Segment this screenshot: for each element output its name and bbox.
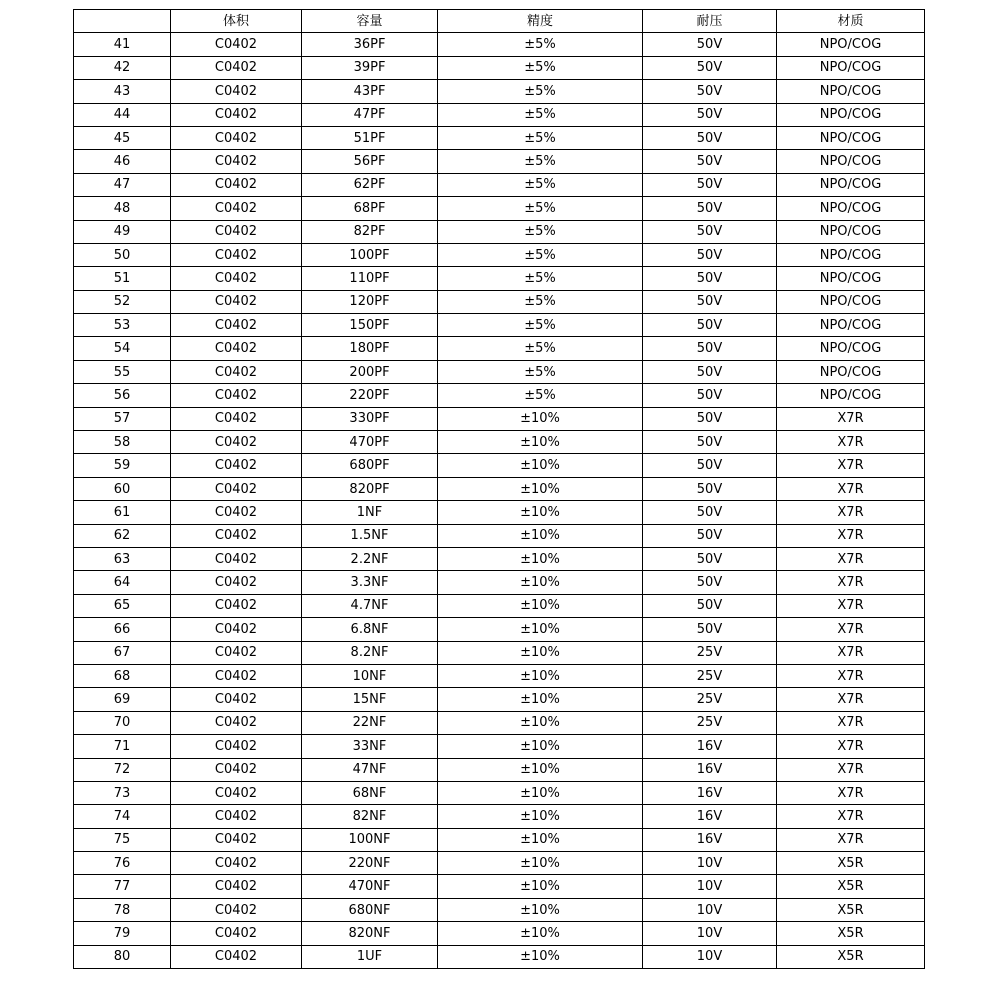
table-row <box>74 337 925 360</box>
cell-tolerance: ±5% <box>438 267 643 290</box>
cell-voltage-rating: 25V <box>643 711 777 734</box>
cell-capacitance: 820NF <box>302 922 438 945</box>
cell-index: 70 <box>74 711 171 734</box>
cell-capacitance: 36PF <box>302 33 438 56</box>
cell-dielectric: X7R <box>777 618 925 641</box>
cell-tolerance: ±10% <box>438 547 643 570</box>
cell-voltage-rating: 50V <box>643 126 777 149</box>
cell-dielectric: X7R <box>777 735 925 758</box>
cell-package-size: C0402 <box>171 571 302 594</box>
cell-index: 62 <box>74 524 171 547</box>
cell-package-size: C0402 <box>171 922 302 945</box>
cell-package-size: C0402 <box>171 56 302 79</box>
cell-dielectric: NPO/COG <box>777 243 925 266</box>
cell-tolerance: ±5% <box>438 314 643 337</box>
cell-package-size: C0402 <box>171 618 302 641</box>
cell-index: 64 <box>74 571 171 594</box>
cell-tolerance: ±5% <box>438 337 643 360</box>
cell-voltage-rating: 50V <box>643 80 777 103</box>
cell-package-size: C0402 <box>171 828 302 851</box>
cell-index: 72 <box>74 758 171 781</box>
cell-voltage-rating: 50V <box>643 267 777 290</box>
cell-tolerance: ±5% <box>438 173 643 196</box>
cell-voltage-rating: 50V <box>643 243 777 266</box>
cell-tolerance: ±5% <box>438 220 643 243</box>
cell-capacitance: 43PF <box>302 80 438 103</box>
cell-capacitance: 220PF <box>302 384 438 407</box>
cell-dielectric: X7R <box>777 431 925 454</box>
cell-tolerance: ±5% <box>438 290 643 313</box>
cell-tolerance: ±10% <box>438 594 643 617</box>
cell-index: 69 <box>74 688 171 711</box>
cell-package-size: C0402 <box>171 197 302 220</box>
cell-dielectric: X5R <box>777 898 925 921</box>
table-row <box>74 711 925 734</box>
cell-package-size: C0402 <box>171 945 302 968</box>
cell-voltage-rating: 50V <box>643 56 777 79</box>
table-header <box>74 10 925 33</box>
cell-voltage-rating: 50V <box>643 618 777 641</box>
cell-package-size: C0402 <box>171 735 302 758</box>
cell-tolerance: ±10% <box>438 828 643 851</box>
table-row <box>74 220 925 243</box>
cell-voltage-rating: 50V <box>643 337 777 360</box>
cell-tolerance: ±5% <box>438 384 643 407</box>
cell-index: 51 <box>74 267 171 290</box>
cell-tolerance: ±10% <box>438 898 643 921</box>
cell-tolerance: ±5% <box>438 126 643 149</box>
cell-dielectric: X7R <box>777 501 925 524</box>
cell-voltage-rating: 10V <box>643 922 777 945</box>
table-row <box>74 384 925 407</box>
table-row <box>74 477 925 500</box>
cell-index: 43 <box>74 80 171 103</box>
table-row <box>74 781 925 804</box>
table-row <box>74 875 925 898</box>
cell-voltage-rating: 16V <box>643 758 777 781</box>
cell-voltage-rating: 50V <box>643 454 777 477</box>
cell-dielectric: X7R <box>777 688 925 711</box>
cell-package-size: C0402 <box>171 758 302 781</box>
cell-index: 63 <box>74 547 171 570</box>
cell-package-size: C0402 <box>171 407 302 430</box>
cell-index: 55 <box>74 360 171 383</box>
cell-index: 60 <box>74 477 171 500</box>
cell-capacitance: 4.7NF <box>302 594 438 617</box>
cell-dielectric: X5R <box>777 852 925 875</box>
cell-index: 80 <box>74 945 171 968</box>
cell-index: 75 <box>74 828 171 851</box>
table-row <box>74 571 925 594</box>
cell-capacitance: 120PF <box>302 290 438 313</box>
cell-tolerance: ±10% <box>438 477 643 500</box>
cell-index: 46 <box>74 150 171 173</box>
cell-package-size: C0402 <box>171 173 302 196</box>
cell-tolerance: ±10% <box>438 758 643 781</box>
cell-tolerance: ±10% <box>438 664 643 687</box>
cell-package-size: C0402 <box>171 664 302 687</box>
cell-voltage-rating: 25V <box>643 688 777 711</box>
cell-dielectric: NPO/COG <box>777 360 925 383</box>
cell-index: 65 <box>74 594 171 617</box>
cell-index: 73 <box>74 781 171 804</box>
cell-package-size: C0402 <box>171 33 302 56</box>
cell-dielectric: X7R <box>777 407 925 430</box>
cell-voltage-rating: 50V <box>643 594 777 617</box>
table-row <box>74 197 925 220</box>
cell-capacitance: 200PF <box>302 360 438 383</box>
cell-capacitance: 47PF <box>302 103 438 126</box>
cell-package-size: C0402 <box>171 80 302 103</box>
cell-dielectric: NPO/COG <box>777 56 925 79</box>
cell-tolerance: ±5% <box>438 80 643 103</box>
cell-capacitance: 56PF <box>302 150 438 173</box>
cell-voltage-rating: 10V <box>643 945 777 968</box>
cell-capacitance: 33NF <box>302 735 438 758</box>
cell-index: 54 <box>74 337 171 360</box>
cell-capacitance: 470PF <box>302 431 438 454</box>
cell-package-size: C0402 <box>171 781 302 804</box>
cell-voltage-rating: 10V <box>643 898 777 921</box>
table-row <box>74 735 925 758</box>
cell-capacitance: 180PF <box>302 337 438 360</box>
cell-dielectric: NPO/COG <box>777 197 925 220</box>
cell-tolerance: ±5% <box>438 360 643 383</box>
cell-capacitance: 330PF <box>302 407 438 430</box>
cell-tolerance: ±10% <box>438 711 643 734</box>
table-row <box>74 547 925 570</box>
cell-package-size: C0402 <box>171 501 302 524</box>
cell-dielectric: X7R <box>777 828 925 851</box>
cell-dielectric: X5R <box>777 875 925 898</box>
cell-tolerance: ±10% <box>438 875 643 898</box>
cell-index: 41 <box>74 33 171 56</box>
cell-tolerance: ±5% <box>438 243 643 266</box>
cell-index: 71 <box>74 735 171 758</box>
cell-capacitance: 3.3NF <box>302 571 438 594</box>
cell-capacitance: 51PF <box>302 126 438 149</box>
cell-dielectric: X7R <box>777 641 925 664</box>
cell-capacitance: 100PF <box>302 243 438 266</box>
cell-capacitance: 62PF <box>302 173 438 196</box>
cell-tolerance: ±10% <box>438 407 643 430</box>
cell-dielectric: NPO/COG <box>777 220 925 243</box>
table-row <box>74 33 925 56</box>
cell-capacitance: 82NF <box>302 805 438 828</box>
cell-capacitance: 680PF <box>302 454 438 477</box>
cell-capacitance: 1NF <box>302 501 438 524</box>
table-row <box>74 828 925 851</box>
cell-package-size: C0402 <box>171 384 302 407</box>
cell-capacitance: 15NF <box>302 688 438 711</box>
cell-capacitance: 110PF <box>302 267 438 290</box>
cell-dielectric: X7R <box>777 781 925 804</box>
cell-package-size: C0402 <box>171 547 302 570</box>
cell-tolerance: ±5% <box>438 150 643 173</box>
cell-index: 53 <box>74 314 171 337</box>
table-row <box>74 641 925 664</box>
header-package-size: 体积 <box>171 10 302 33</box>
cell-capacitance: 1UF <box>302 945 438 968</box>
cell-voltage-rating: 50V <box>643 103 777 126</box>
cell-dielectric: NPO/COG <box>777 33 925 56</box>
header-capacitance: 容量 <box>302 10 438 33</box>
cell-index: 66 <box>74 618 171 641</box>
cell-package-size: C0402 <box>171 360 302 383</box>
cell-dielectric: X7R <box>777 477 925 500</box>
cell-package-size: C0402 <box>171 711 302 734</box>
cell-package-size: C0402 <box>171 337 302 360</box>
cell-capacitance: 22NF <box>302 711 438 734</box>
table-row <box>74 150 925 173</box>
cell-voltage-rating: 50V <box>643 197 777 220</box>
cell-package-size: C0402 <box>171 454 302 477</box>
cell-index: 79 <box>74 922 171 945</box>
cell-index: 45 <box>74 126 171 149</box>
cell-index: 74 <box>74 805 171 828</box>
cell-index: 57 <box>74 407 171 430</box>
table-row <box>74 314 925 337</box>
table-body <box>74 33 925 969</box>
cell-package-size: C0402 <box>171 220 302 243</box>
cell-tolerance: ±5% <box>438 197 643 220</box>
cell-dielectric: X7R <box>777 758 925 781</box>
cell-package-size: C0402 <box>171 898 302 921</box>
cell-capacitance: 100NF <box>302 828 438 851</box>
cell-dielectric: X7R <box>777 547 925 570</box>
table-row <box>74 243 925 266</box>
table-row <box>74 688 925 711</box>
cell-index: 78 <box>74 898 171 921</box>
cell-tolerance: ±10% <box>438 641 643 664</box>
cell-voltage-rating: 25V <box>643 641 777 664</box>
cell-capacitance: 820PF <box>302 477 438 500</box>
cell-tolerance: ±10% <box>438 735 643 758</box>
cell-capacitance: 2.2NF <box>302 547 438 570</box>
capacitor-spec-table <box>73 9 925 969</box>
table-row <box>74 173 925 196</box>
table-row <box>74 290 925 313</box>
cell-dielectric: NPO/COG <box>777 267 925 290</box>
cell-capacitance: 47NF <box>302 758 438 781</box>
table-row <box>74 80 925 103</box>
cell-tolerance: ±10% <box>438 922 643 945</box>
cell-voltage-rating: 50V <box>643 524 777 547</box>
table-row <box>74 407 925 430</box>
cell-capacitance: 680NF <box>302 898 438 921</box>
cell-voltage-rating: 16V <box>643 735 777 758</box>
cell-tolerance: ±10% <box>438 945 643 968</box>
cell-dielectric: NPO/COG <box>777 150 925 173</box>
cell-tolerance: ±10% <box>438 781 643 804</box>
header-row <box>74 10 925 33</box>
cell-dielectric: NPO/COG <box>777 290 925 313</box>
table-row <box>74 618 925 641</box>
cell-voltage-rating: 50V <box>643 290 777 313</box>
table-row <box>74 267 925 290</box>
cell-tolerance: ±10% <box>438 571 643 594</box>
header-dielectric: 材质 <box>777 10 925 33</box>
cell-package-size: C0402 <box>171 875 302 898</box>
cell-capacitance: 150PF <box>302 314 438 337</box>
cell-voltage-rating: 10V <box>643 875 777 898</box>
cell-voltage-rating: 50V <box>643 150 777 173</box>
cell-voltage-rating: 50V <box>643 431 777 454</box>
cell-dielectric: X7R <box>777 454 925 477</box>
cell-dielectric: NPO/COG <box>777 103 925 126</box>
cell-dielectric: X5R <box>777 945 925 968</box>
cell-voltage-rating: 16V <box>643 828 777 851</box>
header-voltage-rating: 耐压 <box>643 10 777 33</box>
cell-index: 67 <box>74 641 171 664</box>
cell-tolerance: ±10% <box>438 431 643 454</box>
cell-dielectric: X7R <box>777 571 925 594</box>
cell-tolerance: ±10% <box>438 852 643 875</box>
cell-dielectric: X7R <box>777 805 925 828</box>
cell-dielectric: NPO/COG <box>777 126 925 149</box>
cell-index: 52 <box>74 290 171 313</box>
cell-tolerance: ±10% <box>438 524 643 547</box>
cell-capacitance: 68PF <box>302 197 438 220</box>
table-row <box>74 852 925 875</box>
table-row <box>74 501 925 524</box>
cell-package-size: C0402 <box>171 150 302 173</box>
cell-capacitance: 39PF <box>302 56 438 79</box>
cell-tolerance: ±10% <box>438 618 643 641</box>
cell-voltage-rating: 10V <box>643 852 777 875</box>
cell-capacitance: 8.2NF <box>302 641 438 664</box>
cell-voltage-rating: 16V <box>643 805 777 828</box>
cell-tolerance: ±5% <box>438 103 643 126</box>
cell-voltage-rating: 50V <box>643 571 777 594</box>
header-index <box>74 10 171 33</box>
cell-dielectric: X7R <box>777 594 925 617</box>
cell-tolerance: ±5% <box>438 56 643 79</box>
header-tolerance: 精度 <box>438 10 643 33</box>
cell-package-size: C0402 <box>171 267 302 290</box>
cell-index: 44 <box>74 103 171 126</box>
table-row <box>74 524 925 547</box>
cell-package-size: C0402 <box>171 641 302 664</box>
cell-index: 50 <box>74 243 171 266</box>
cell-voltage-rating: 50V <box>643 360 777 383</box>
cell-voltage-rating: 50V <box>643 384 777 407</box>
table-row <box>74 594 925 617</box>
cell-tolerance: ±10% <box>438 805 643 828</box>
cell-dielectric: NPO/COG <box>777 80 925 103</box>
cell-dielectric: X7R <box>777 711 925 734</box>
cell-dielectric: X7R <box>777 524 925 547</box>
cell-package-size: C0402 <box>171 852 302 875</box>
table-row <box>74 126 925 149</box>
cell-index: 42 <box>74 56 171 79</box>
cell-tolerance: ±10% <box>438 688 643 711</box>
cell-voltage-rating: 50V <box>643 477 777 500</box>
cell-index: 61 <box>74 501 171 524</box>
table-row <box>74 758 925 781</box>
cell-index: 77 <box>74 875 171 898</box>
cell-capacitance: 68NF <box>302 781 438 804</box>
cell-package-size: C0402 <box>171 477 302 500</box>
cell-capacitance: 220NF <box>302 852 438 875</box>
cell-tolerance: ±10% <box>438 454 643 477</box>
cell-voltage-rating: 50V <box>643 173 777 196</box>
cell-voltage-rating: 50V <box>643 33 777 56</box>
table-row <box>74 56 925 79</box>
cell-package-size: C0402 <box>171 688 302 711</box>
cell-index: 48 <box>74 197 171 220</box>
cell-capacitance: 82PF <box>302 220 438 243</box>
cell-dielectric: NPO/COG <box>777 337 925 360</box>
cell-voltage-rating: 50V <box>643 501 777 524</box>
cell-index: 76 <box>74 852 171 875</box>
cell-package-size: C0402 <box>171 314 302 337</box>
cell-tolerance: ±10% <box>438 501 643 524</box>
cell-package-size: C0402 <box>171 290 302 313</box>
cell-dielectric: X7R <box>777 664 925 687</box>
cell-voltage-rating: 50V <box>643 314 777 337</box>
table-row <box>74 922 925 945</box>
cell-index: 49 <box>74 220 171 243</box>
cell-index: 47 <box>74 173 171 196</box>
cell-index: 56 <box>74 384 171 407</box>
cell-voltage-rating: 25V <box>643 664 777 687</box>
cell-voltage-rating: 50V <box>643 220 777 243</box>
table-row <box>74 103 925 126</box>
cell-package-size: C0402 <box>171 126 302 149</box>
table-row <box>74 360 925 383</box>
table-row <box>74 945 925 968</box>
cell-capacitance: 10NF <box>302 664 438 687</box>
table-row <box>74 805 925 828</box>
table-row <box>74 898 925 921</box>
cell-index: 68 <box>74 664 171 687</box>
cell-tolerance: ±5% <box>438 33 643 56</box>
table-row <box>74 431 925 454</box>
cell-dielectric: NPO/COG <box>777 314 925 337</box>
table-row <box>74 454 925 477</box>
cell-dielectric: NPO/COG <box>777 384 925 407</box>
cell-capacitance: 6.8NF <box>302 618 438 641</box>
cell-package-size: C0402 <box>171 243 302 266</box>
cell-index: 58 <box>74 431 171 454</box>
cell-package-size: C0402 <box>171 103 302 126</box>
cell-voltage-rating: 16V <box>643 781 777 804</box>
cell-package-size: C0402 <box>171 805 302 828</box>
cell-package-size: C0402 <box>171 431 302 454</box>
cell-capacitance: 470NF <box>302 875 438 898</box>
cell-dielectric: X5R <box>777 922 925 945</box>
cell-voltage-rating: 50V <box>643 407 777 430</box>
cell-capacitance: 1.5NF <box>302 524 438 547</box>
cell-voltage-rating: 50V <box>643 547 777 570</box>
cell-index: 59 <box>74 454 171 477</box>
cell-package-size: C0402 <box>171 594 302 617</box>
cell-dielectric: NPO/COG <box>777 173 925 196</box>
cell-package-size: C0402 <box>171 524 302 547</box>
table-row <box>74 664 925 687</box>
